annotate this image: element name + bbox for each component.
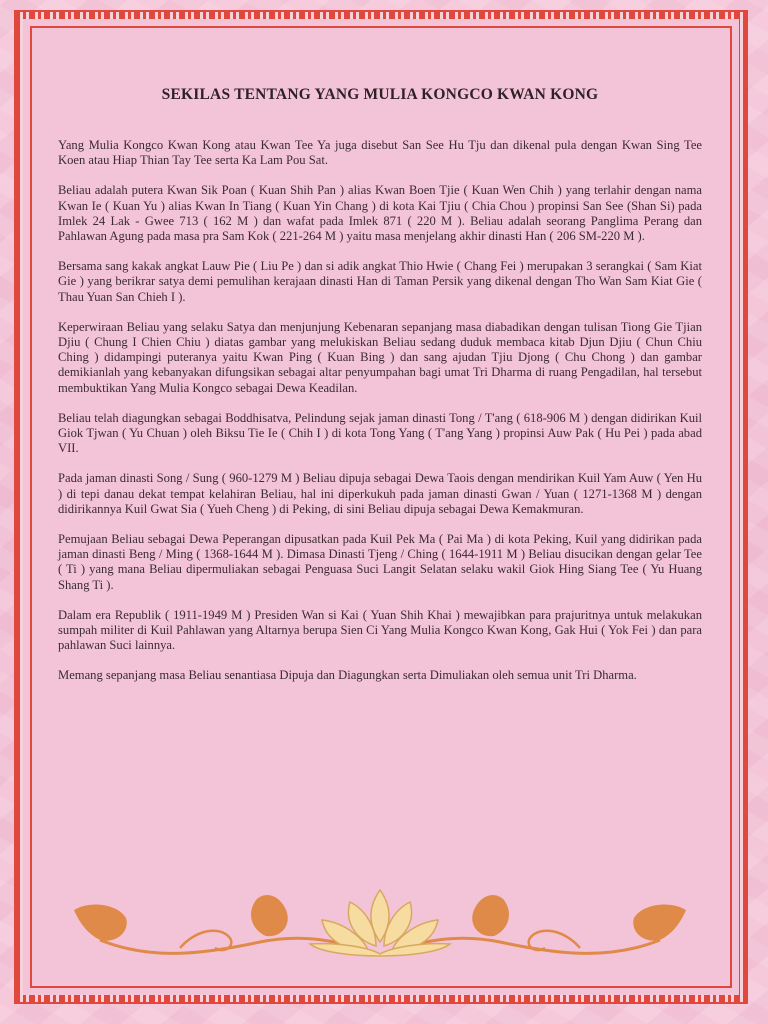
paragraph-7: Pemujaan Beliau sebagai Dewa Peperangan dipusatkan pada Kuil Pek Ma ( Pai Ma ) di kota Peking, Kuil yang didirikan pada jaman dinasti Beng / Ming ( 1368-1644 M ). Dimasa Dinasti Tjeng / Ching ( 1644-1911 M ) Beliau disucikan dengan gelar Tee ( Ti ) yang mana Beliau dipermuliakan sebagai Penguasa Suci Langit Selatan selaku wakil Giok Hing Siang Tee ( Yu Huang Shang Ti ). [58, 532, 702, 592]
paragraph-2: Beliau adalah putera Kwan Sik Poan ( Kuan Shih Pan ) alias Kwan Boen Tjie ( Kuan Wen Chih ) yang terlahir dengan nama Kwan Ie ( Kuan Yu ) alias Kwan In Tiang ( Kuan Yin Chang ) di kota Kai Tjiu ( Chia Chou ) propinsi San See (Shan Si) pada Imlek 24 Lak - Gwee 713 ( 162 M ) dan wafat pada Imlek 871 ( 220 M ). Beliau adalah seorang Panglima Perang dan Pahlawan Agung pada masa pra Sam Kok ( 221-264 M ) yaitu masa menjelang akhir dinasti Han ( 206 SM-220 M ). [58, 183, 702, 244]
lotus-vine-ornament-icon [60, 870, 700, 970]
paragraph-6: Pada jaman dinasti Song / Sung ( 960-1279 M ) Beliau dipuja sebagai Dewa Taois dengan mendirikan Kuil Yam Auw ( Yen Hu ) di tepi danau dekat tempat kelahiran Beliau, hal ini diperkukuh pada jaman dinasti Gwan / Yuan ( 1271-1368 M ) dengan didirikannya Kuil Gwat Sia ( Yueh Cheng ) di Peking, di sini Beliau dipuja sebagai Dewa Kemakmuran. [58, 471, 702, 516]
paragraph-5: Beliau telah diagungkan sebagai Boddhisatva, Pelindung sejak jaman dinasti Tong / T'ang ( 618-906 M ) dengan didirikan Kuil Giok Tjwan ( Yu Chuan ) oleh Biksu Tie Ie ( Chih I ) di kota Tong Yang ( T'ang Yang ) propinsi Auw Pak ( Hu Pei ) pada abad VII. [58, 410, 702, 456]
page-title: SEKILAS TENTANG YANG MULIA KONGCO KWAN KONG [161, 86, 599, 103]
paragraph-8: Dalam era Republik ( 1911-1949 M ) Presiden Wan si Kai ( Yuan Shih Khai ) mewajibkan para prajuritnya untuk melakukan sumpah militer di Kuil Pahlawan yang Altarnya berupa Sien Ci Yang Mulia Kongco Kwan Kong, Gak Hui ( Yok Fei ) dan para pahlawan Suci lainnya. [58, 607, 702, 653]
document-content [58, 78, 702, 699]
paragraph-4: Keperwiraan Beliau yang selaku Satya dan menjunjung Kebenaran sepanjang masa diabadikan dengan tulisan Tiong Gie Tjian Djiu ( Chung I Chien Chiu ) diatas gambar yang melukiskan Beliau sedang duduk membaca kitab Djun Djiu ( Chun Chiu Ching ) didampingi puteranya yaitu Kwan Ping ( Kuan Bing ) dan sang ajudan Tjiu Djong ( Chu Chong ) dan gambar demikianlah yang kebanyakan difungsikan sebagai altar penyumpahan bagi umat Tri Dharma di ruang Pengadilan, hal tersebut membuktikan Yang Mulia Kongco sebagai Dewa Keadilan. [58, 319, 702, 395]
paragraph-9: Memang sepanjang masa Beliau senantiasa Dipuja dan Diagungkan serta Dimuliakan oleh semua unit Tri Dharma. [58, 668, 637, 683]
paragraph-1: Yang Mulia Kongco Kwan Kong atau Kwan Tee Ya juga disebut San See Hu Tju dan dikenal pula dengan Kwan Sing Tee Koen atau Hiap Thian Tay Tee serta Ka Lam Pou Sat. [58, 138, 702, 168]
paragraph-3: Bersama sang kakak angkat Lauw Pie ( Liu Pe ) dan si adik angkat Thio Hwie ( Chang Fei ) merupakan 3 serangkai ( Sam Kiat Gie ) yang berikrar satya demi pemulihan kerajaan dinasti Han di Taman Persik yang dikenal dengan Tho Wan Sam Kiat Gie ( Thau Yuan San Chieh I ). [58, 259, 702, 304]
